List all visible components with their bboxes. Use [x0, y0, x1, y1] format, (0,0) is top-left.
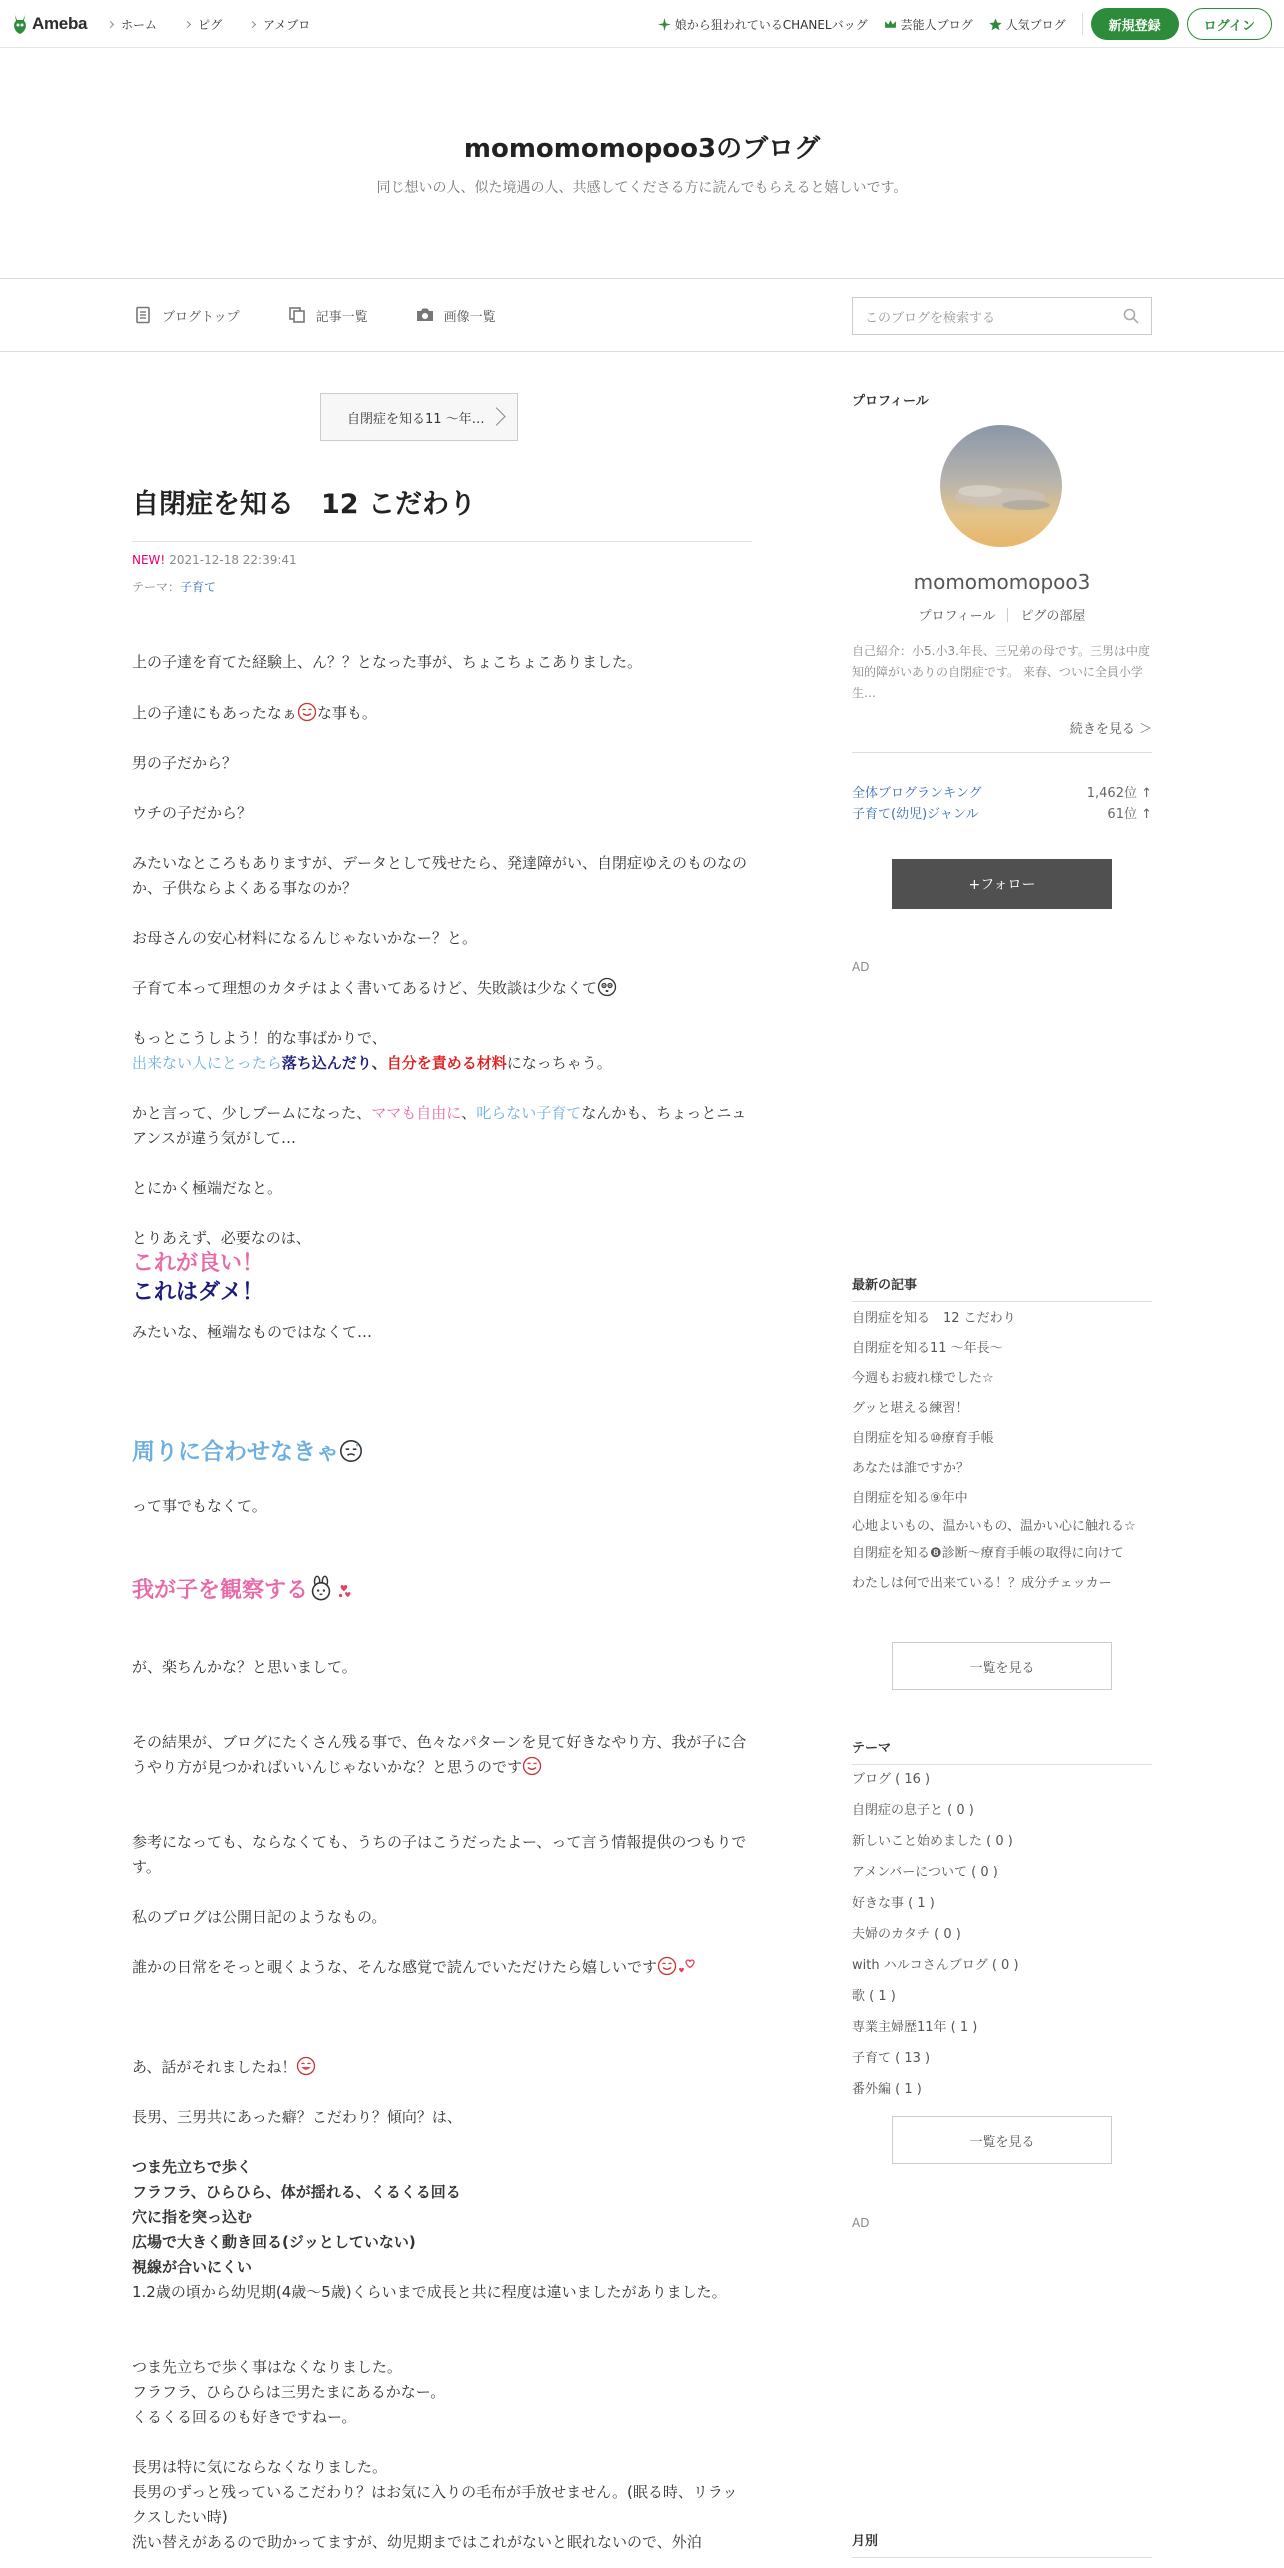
entry-list-label: 記事一覧	[315, 309, 368, 325]
theme-link[interactable]: 子育て	[180, 580, 217, 594]
image-list-link[interactable]	[416, 306, 496, 325]
promo-popular-label: 人気ブログ	[1005, 17, 1066, 32]
shocked-face-icon	[597, 977, 617, 997]
login-button[interactable]: ログイン	[1187, 8, 1272, 40]
paragraph	[132, 1955, 772, 1980]
blog-description: 同じ想いの人、似た境遇の人、共感してくださる方に読んでもらえると嬉しいです。	[376, 180, 908, 196]
text-line: 長男のずっと残っているこだわり？はお気に入りの毛布が手放せません。(眠る時、リラックスしたい時)	[132, 2483, 738, 2526]
ad-label: AD	[852, 2216, 870, 2230]
blog-top-label: ブログトップ	[162, 309, 240, 325]
recent-item[interactable]: あなたは誰ですか？	[852, 1461, 970, 1476]
rabbit-face-icon	[308, 1575, 334, 1601]
theme-item[interactable]: 自閉症の息子と ( 0 )	[852, 1803, 974, 1818]
sparkle-icon	[658, 18, 671, 31]
theme-item[interactable]: with ハルコさんブログ ( 0 )	[852, 1958, 1019, 1973]
text: 、	[461, 1104, 477, 1122]
copy-icon	[288, 306, 306, 324]
theme-item[interactable]: 番外編 ( 1 )	[852, 2082, 922, 2097]
emphasis-heading	[132, 1435, 752, 1469]
profile-intro: 自己紹介：小5.小3.年長、三兄弟の母です。三男は中度知的障がいありの自閉症です。 来春、ついに全員小学生…	[852, 644, 1150, 700]
text: 子育て本って理想のカタチはよく書いてあるけど、失敗談は少なくて	[132, 979, 598, 997]
text: な事も。	[316, 704, 377, 722]
paragraph	[132, 2355, 752, 2430]
profile-link[interactable]: プロフィール	[918, 609, 996, 624]
paragraph	[132, 1730, 752, 1780]
recent-item[interactable]: 自閉症を知る11 〜年長〜	[852, 1341, 1003, 1356]
theme-list	[852, 1765, 1152, 2106]
paragraph	[132, 2055, 752, 2080]
highlight-text: 叱らない子育て	[476, 1104, 582, 1122]
text-line: フラフラ、ひらひらは三男たまにあるかなー。	[132, 2383, 446, 2401]
entry-meta	[132, 553, 297, 567]
recent-list	[852, 1304, 1152, 1599]
text: かと言って、少しブームになった、	[132, 1104, 372, 1122]
list-item: 広場で大きく動き回る(ジッとしていない)	[132, 2233, 416, 2251]
ranking-overall	[852, 782, 1152, 801]
theme-item[interactable]: 好きな事 ( 1 )	[852, 1896, 935, 1911]
nav-home[interactable]	[108, 16, 157, 33]
entry-date: 2021-12-18 22:39:41	[169, 553, 297, 567]
text: その結果が、ブログにたくさん残る事で、色々なパターンを見て好きなやり方、我が子に合うやり方が見つかればいいんじゃないかな？と思うのです	[132, 1733, 747, 1776]
nav-pig[interactable]	[185, 16, 222, 33]
document-icon	[134, 306, 152, 324]
text: になっちゃう。	[506, 1054, 612, 1072]
chevron-right-icon	[184, 20, 191, 27]
smile-face-icon	[657, 1956, 677, 1976]
blog-nav	[0, 278, 1284, 352]
sweat-face-icon	[339, 1439, 363, 1463]
ranking-genre-value: 61位 ↑	[1107, 807, 1152, 822]
grin-face-icon	[296, 2056, 316, 2076]
chevron-right-icon	[249, 20, 256, 27]
highlight-text: 自分を責める材料	[386, 1054, 507, 1072]
smile-face-icon	[297, 702, 317, 722]
paragraph: 私のブログは公開日記のようなもの。	[132, 1908, 387, 1926]
header-right	[658, 0, 1272, 48]
text: 、	[371, 1054, 387, 1072]
habit-list	[132, 2155, 752, 2280]
promo-chanel-label: 娘から狙われているCHANELバッグ	[674, 17, 868, 32]
nav-home-label: ホーム	[121, 17, 158, 32]
ranking-overall-value: 1,462位 ↑	[1086, 786, 1152, 801]
paragraph: とにかく極端だなと。	[132, 1179, 283, 1197]
paragraph	[132, 1026, 752, 1076]
paragraph: とりあえず、必要なのは、	[132, 1229, 311, 1247]
list-item: つま先立ちで歩く	[132, 2158, 252, 2176]
highlight-text: ママも自由に	[371, 1104, 462, 1122]
ranking-genre	[852, 803, 1152, 822]
promo-chanel[interactable]	[658, 16, 868, 33]
profile-avatar[interactable]	[940, 425, 1062, 547]
theme-item[interactable]: 子育て ( 13 )	[852, 2051, 931, 2066]
entry-list-link[interactable]	[288, 306, 368, 325]
sky-photo	[940, 425, 1062, 547]
text: 誰かの日常をそっと覗くような、そんな感覚で読んでいただけたら嬉しいです	[132, 1958, 658, 1976]
ad-label: AD	[852, 960, 870, 974]
ameba-logo[interactable]	[12, 12, 87, 36]
logo-text: Ameba	[32, 14, 88, 33]
blog-nav-links	[134, 279, 496, 351]
monthly-heading: 月別	[852, 2530, 1152, 2558]
search-placeholder: このブログを検索する	[865, 310, 996, 326]
text: なんかも、ちょっとニュアンスが違う気がして…	[132, 1104, 747, 1147]
follow-button[interactable]: +フォロー	[892, 859, 1112, 909]
recent-item[interactable]: グッと堪える練習！	[852, 1401, 969, 1416]
nav-ameblo[interactable]	[250, 16, 310, 33]
hearts-icon	[677, 1956, 697, 1976]
pig-room-link[interactable]: ピグの部屋	[1020, 609, 1086, 624]
paragraph: って事でもなくて。	[132, 1497, 267, 1515]
paragraph: 参考になっても、ならなくても、うちの子はこうだったよー、って言う情報提供のつもりです。	[132, 1833, 747, 1876]
recent-item[interactable]: 自閉症を知る⑨年中	[852, 1491, 968, 1506]
global-header	[0, 0, 1284, 48]
theme-label: テーマ：	[132, 580, 181, 594]
blog-top-link[interactable]	[134, 306, 240, 325]
global-nav	[108, 0, 310, 48]
paragraph: ウチの子だから？	[132, 804, 253, 822]
emphasis-heading	[132, 1574, 752, 1608]
paragraph	[132, 1101, 752, 1151]
entry-title[interactable]: 自閉症を知る 12 こだわり	[132, 482, 752, 542]
profile-links	[852, 605, 1152, 624]
theme-see-all-button[interactable]: 一覧を見る	[892, 2116, 1112, 2164]
search-icon[interactable]	[1123, 308, 1139, 324]
ranking-overall-link[interactable]: 全体ブログランキング	[852, 786, 982, 801]
promo-celebrity[interactable]	[884, 16, 973, 33]
list-item: 視線が合いにくい	[132, 2258, 253, 2276]
paragraph: 1.2歳の頃から幼児期(4歳〜5歳)くらいまで成長と共に程度は違いましたがありました。	[132, 2283, 727, 2301]
blog-title[interactable]: momomomopoo3のブログ	[463, 134, 821, 164]
recent-item[interactable]: 自閉症を知る 12 こだわり	[852, 1311, 1016, 1326]
ameba-mascot-icon	[12, 13, 28, 35]
recent-item[interactable]: 自閉症を知る❽診断〜療育手帳の取得に向けて	[852, 1546, 1124, 1561]
emphasis-heading: これが良い！	[132, 1251, 265, 1276]
prev-entry-label: 自閉症を知る11 〜年…	[347, 411, 485, 427]
paragraph	[132, 976, 752, 1001]
camera-icon	[416, 306, 434, 324]
recent-item[interactable]: わたしは何で出来ている！？成分チェッカー	[852, 1576, 1112, 1591]
register-button[interactable]: 新規登録	[1091, 8, 1179, 40]
theme-item[interactable]: 夫婦のカタチ ( 0 )	[852, 1927, 961, 1942]
paragraph: みたいなところもありますが、データとして残せたら、発達障がい、自閉症ゆえのものなのか、子供ならよくある事なのか？	[132, 854, 748, 897]
text-line: つま先立ちで歩く事はなくなりました。	[132, 2358, 402, 2376]
text-line: くるくる回るのも好きですねー。	[132, 2408, 357, 2426]
new-badge: NEW!	[132, 553, 166, 567]
text: 我が子を観察する	[132, 1578, 309, 1603]
paragraph: お母さんの安心材料になるんじゃないかなー？と。	[132, 929, 478, 947]
text: あ、話がそれましたね！	[132, 2058, 297, 2076]
text: 周りに合わせなきゃ	[132, 1439, 339, 1465]
header-divider	[1082, 13, 1083, 35]
list-item: 穴に指を突っ込む	[132, 2208, 253, 2226]
profile-name[interactable]: momomomopoo3	[913, 570, 1091, 594]
paragraph: 男の子だから？	[132, 754, 238, 772]
theme-item[interactable]: 歌 ( 1 )	[852, 1989, 896, 2004]
paragraph: 上の子達を育てた経験上、ん？？となった事が、ちょこちょこありました。	[132, 653, 643, 671]
list-item: フラフラ、ひらひら、体が揺れる、くるくる回る	[132, 2183, 461, 2201]
star-icon	[989, 18, 1002, 31]
highlight-text: 落ち込んだり	[281, 1054, 372, 1072]
emphasis-heading: これはダメ！	[132, 1280, 265, 1305]
recent-see-all-button[interactable]: 一覧を見る	[892, 1642, 1112, 1690]
promo-celebrity-label: 芸能人ブログ	[900, 17, 973, 32]
paragraph: みたいな、極端なものではなくて…	[132, 1323, 373, 1341]
paragraph	[132, 2455, 752, 2555]
crown-icon	[884, 18, 897, 31]
ranking-genre-link[interactable]: 子育て(幼児)ジャンル	[852, 807, 979, 822]
theme-item[interactable]: アメンバーについて ( 0 )	[852, 1865, 998, 1880]
blog-search-input[interactable]	[852, 297, 1152, 335]
nav-pig-label: ピグ	[198, 17, 223, 32]
entry-theme	[132, 578, 216, 595]
text: もっとこうしよう！的な事ばかりで、	[132, 1029, 387, 1047]
smile-face-icon	[522, 1756, 542, 1776]
paragraph: が、楽ちんかな？と思いまして。	[132, 1658, 357, 1676]
chevron-right-icon	[107, 20, 114, 27]
prev-entry-link[interactable]	[320, 393, 518, 441]
text-line: 洗い替えがあるので助かってますが、幼児期まではこれがないと眠れないので、外泊	[132, 2533, 702, 2551]
paragraph	[132, 701, 752, 726]
profile-more-link[interactable]: 続きを見る ＞	[852, 718, 1152, 753]
highlight-text: 出来ない人にとったら	[132, 1054, 282, 1072]
text: 上の子達にもあったなぁ	[132, 704, 297, 722]
hearts-icon	[334, 1579, 356, 1601]
theme-item[interactable]: 専業主婦歴11年 ( 1 )	[852, 2020, 978, 2035]
theme-item[interactable]: ブログ ( 16 )	[852, 1772, 931, 1787]
theme-heading: テーマ	[852, 1737, 1152, 1765]
recent-item[interactable]: 心地よいもの、温かいもの、温かい心に触れる☆	[852, 1519, 1136, 1534]
recent-item[interactable]: 今週もお疲れ様でした☆	[852, 1371, 994, 1386]
recent-item[interactable]: 自閉症を知る⑩療育手帳	[852, 1431, 994, 1446]
theme-item[interactable]: 新しいこと始めました ( 0 )	[852, 1834, 1013, 1849]
image-list-label: 画像一覧	[443, 309, 496, 325]
nav-ameblo-label: アメブロ	[263, 17, 311, 32]
chevron-right-icon	[487, 407, 505, 425]
text-line: 長男は特に気にならなくなりました。	[132, 2458, 388, 2476]
profile-heading: プロフィール	[852, 394, 929, 409]
recent-heading: 最新の記事	[852, 1274, 1152, 1302]
promo-popular[interactable]	[989, 16, 1066, 33]
paragraph: 長男、三男共にあった癖？こだわり？傾向？は、	[132, 2108, 462, 2126]
